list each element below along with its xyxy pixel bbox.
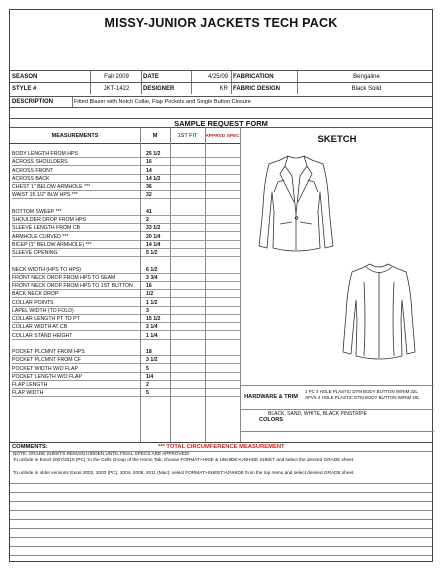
style-label: STYLE # xyxy=(12,85,37,92)
measurement-label: BICEP (1" BELOW ARMHOLE) *** xyxy=(12,241,92,248)
measurement-value[interactable]: 3 xyxy=(146,307,149,314)
measurement-label: ACROSS SHOULDERS xyxy=(12,159,68,166)
measurement-label: COLLAR POINTS xyxy=(12,299,54,306)
measurement-label: FRONT NECK DROP FROM HPS TO 1ST BUTTON xyxy=(12,283,133,289)
measurement-value[interactable]: 5 xyxy=(146,390,149,397)
measurement-value[interactable]: 16 xyxy=(146,283,152,289)
date-value[interactable]: 4/25/09 xyxy=(207,73,228,80)
circumference-note: *** TOTAL CIRCUMFERENCE MEASUREMENT xyxy=(158,444,285,450)
style-value[interactable]: JKT-1422 xyxy=(103,85,130,92)
date-label: DATE xyxy=(143,73,159,80)
comments-label: COMMENTS: xyxy=(12,444,48,450)
measurement-value[interactable]: 1/4 xyxy=(146,373,154,380)
front-jacket-sketch xyxy=(258,152,334,258)
measurement-value[interactable]: 2 xyxy=(146,382,149,388)
back-jacket-sketch xyxy=(342,260,416,364)
measurement-label: COLLAR STAND HEIGHT xyxy=(12,332,73,339)
measurement-label: POCKET LENGTH W/O FLAP xyxy=(12,373,82,380)
header-row-style xyxy=(10,82,432,94)
measurement-value[interactable]: 36 xyxy=(146,184,152,190)
measurement-value[interactable] xyxy=(146,340,176,348)
colors-value[interactable]: BLACK, SAND, WHITE, BLACK PINSTRIPE xyxy=(268,411,367,417)
hardware-line-1[interactable]: 1 PC 4 HOLE PLASTIC DTM BODY BUTTON W/RIM 32L xyxy=(305,389,418,394)
measurement-value[interactable]: 41 xyxy=(146,208,152,215)
measurement-label xyxy=(12,200,139,208)
measurement-value[interactable] xyxy=(146,200,176,208)
measurement-label: BODY LENGTH FROM HPS xyxy=(12,151,78,157)
approved-spec-column-header: APPRVD SPEC xyxy=(205,133,240,139)
measurement-value[interactable]: 33 1/2 xyxy=(146,225,161,232)
page-title: MISSY-JUNIOR JACKETS TECH PACK xyxy=(104,16,338,30)
measurement-label: POCKET PLCMNT FROM HPS xyxy=(12,349,85,355)
note-grade-sheets: NOTE: GRADE SHEETS REMAIN HIDDEN UNTIL FINAL SPECS ARE APPROVED! xyxy=(13,451,190,456)
measurement-label: LAPEL WIDTH (TO FOLD) xyxy=(12,307,74,314)
hardware-trim-section xyxy=(241,385,434,442)
measurement-value[interactable]: 14 1/4 xyxy=(146,241,161,248)
column-divider xyxy=(140,128,141,442)
measurement-label: BACK NECK DROP xyxy=(12,291,59,298)
designer-label: DESIGNER xyxy=(143,85,175,92)
measurement-value[interactable]: 25 1/2 xyxy=(146,151,161,157)
description-value[interactable]: Fitted Blazer with Notch Collar, Flap Pockets and Single Button Closure xyxy=(74,99,251,105)
measurement-label: COLLAR WIDTH AT CB xyxy=(12,324,68,331)
fabric-design-label: FABRIC DESIGN xyxy=(233,85,281,92)
fabric-design-value[interactable]: Black Solid xyxy=(351,85,382,92)
measurement-value[interactable]: 32 xyxy=(146,192,152,199)
measurement-value[interactable]: 3 1/2 xyxy=(146,357,158,364)
comments-section xyxy=(10,442,432,563)
column-divider xyxy=(170,128,171,442)
measurement-label: FRONT NECK DROP FROM HPS TO SEAM xyxy=(12,274,116,281)
measurement-label: ACROSS BACK xyxy=(12,175,50,182)
measurement-label: BOTTOM SWEEP *** xyxy=(12,208,62,215)
measurement-value[interactable]: 16 xyxy=(146,159,152,166)
measurements-column-header: MEASUREMENTS xyxy=(51,133,99,139)
fabrication-label: FABRICATION xyxy=(233,73,274,80)
size-m-column-header: M xyxy=(152,133,158,139)
measurement-value[interactable]: 1 1/4 xyxy=(146,332,158,339)
description-label: DESCRIPTION xyxy=(12,99,54,105)
note-unhide-older-excel: To unhide in older versions Excel 2002, 2003 (PC), 2004, 2008, 2011 (Mac): select FORMAT>SHEET>UNHIDE from the top menu and select desired GRADE sheet. xyxy=(13,470,355,475)
measurement-label: POCKET WIDTH W/O FLAP xyxy=(12,365,78,372)
first-fit-column-header: 1ST FIT xyxy=(177,133,198,139)
measurement-value[interactable]: 18 xyxy=(146,349,152,355)
measurement-label xyxy=(12,257,139,265)
colors-label: COLORS xyxy=(259,417,283,423)
measurement-value[interactable]: 6 1/2 xyxy=(146,266,158,273)
measurement-label: POCKET PLCMNT FROM CF xyxy=(12,357,81,364)
measurement-value[interactable]: 2 xyxy=(146,217,149,223)
measurement-label: SHOULDER DROP FROM HPS xyxy=(12,217,86,223)
measurement-value[interactable]: 2 1/4 xyxy=(146,324,158,331)
column-divider xyxy=(205,128,206,442)
measurement-value[interactable]: 15 1/2 xyxy=(146,316,161,322)
measurement-value[interactable]: 1/2 xyxy=(146,291,154,298)
measurement-value[interactable]: 14 1/2 xyxy=(146,175,161,182)
measurement-value[interactable]: 3 3/4 xyxy=(146,274,158,281)
sketch-title: SKETCH xyxy=(317,134,357,145)
measurement-label: ACROSS FRONT xyxy=(12,167,54,174)
measurement-label: SLEEVE OPENING xyxy=(12,250,58,256)
measurement-value[interactable]: 1 1/2 xyxy=(146,299,158,306)
fabrication-value[interactable]: Bengaline xyxy=(353,73,380,80)
measurement-value[interactable]: 5 xyxy=(146,365,149,372)
hardware-trim-label: HARDWARE & TRIM xyxy=(244,394,298,400)
measurement-label: FLAP LENGTH xyxy=(12,382,48,388)
measurement-label: ARMHOLE CURVED *** xyxy=(12,233,69,240)
measurement-value[interactable]: 20 1/4 xyxy=(146,233,161,240)
season-value[interactable]: Fall 2009 xyxy=(104,73,129,80)
measurement-value[interactable]: 5 1/2 xyxy=(146,250,158,256)
tech-pack-sheet xyxy=(9,9,433,562)
designer-value[interactable]: KR xyxy=(219,85,228,92)
measurement-value[interactable] xyxy=(146,257,176,265)
season-label: SEASON xyxy=(12,73,38,80)
measurement-label: NECK WIDTH (HPS TO HPS) xyxy=(12,266,81,273)
measurement-value[interactable]: 14 xyxy=(146,167,152,174)
measurement-label xyxy=(12,340,139,348)
sample-request-form-title: SAMPLE REQUEST FORM xyxy=(10,118,432,128)
measurement-label: SLEEVE LENGTH FROM CB xyxy=(12,225,81,232)
header-row-season xyxy=(10,70,432,82)
header-row-description xyxy=(10,96,432,108)
measurement-label: WAIST 15 1/2" BLW HPS *** xyxy=(12,192,78,199)
hardware-line-2[interactable]: SPVS 4 HOLE PLASTIC DTM BODY BUTTON W/RIM 20L xyxy=(305,395,420,400)
measurement-label: CHEST 1" BELOW ARMHOLE *** xyxy=(12,184,91,190)
note-unhide-excel-2007: To unhide in Excel 2007/2010 (PC): In the Cells Group of the Home Tab, choose FORMAT>HIDE & UNHIDE>UNHIDE SHEET and select the desired GRADE sheet. xyxy=(13,457,355,462)
measurement-label: COLLAR LENGTH PT TO PT xyxy=(12,316,80,322)
measurement-label: FLAP WIDTH xyxy=(12,390,44,397)
